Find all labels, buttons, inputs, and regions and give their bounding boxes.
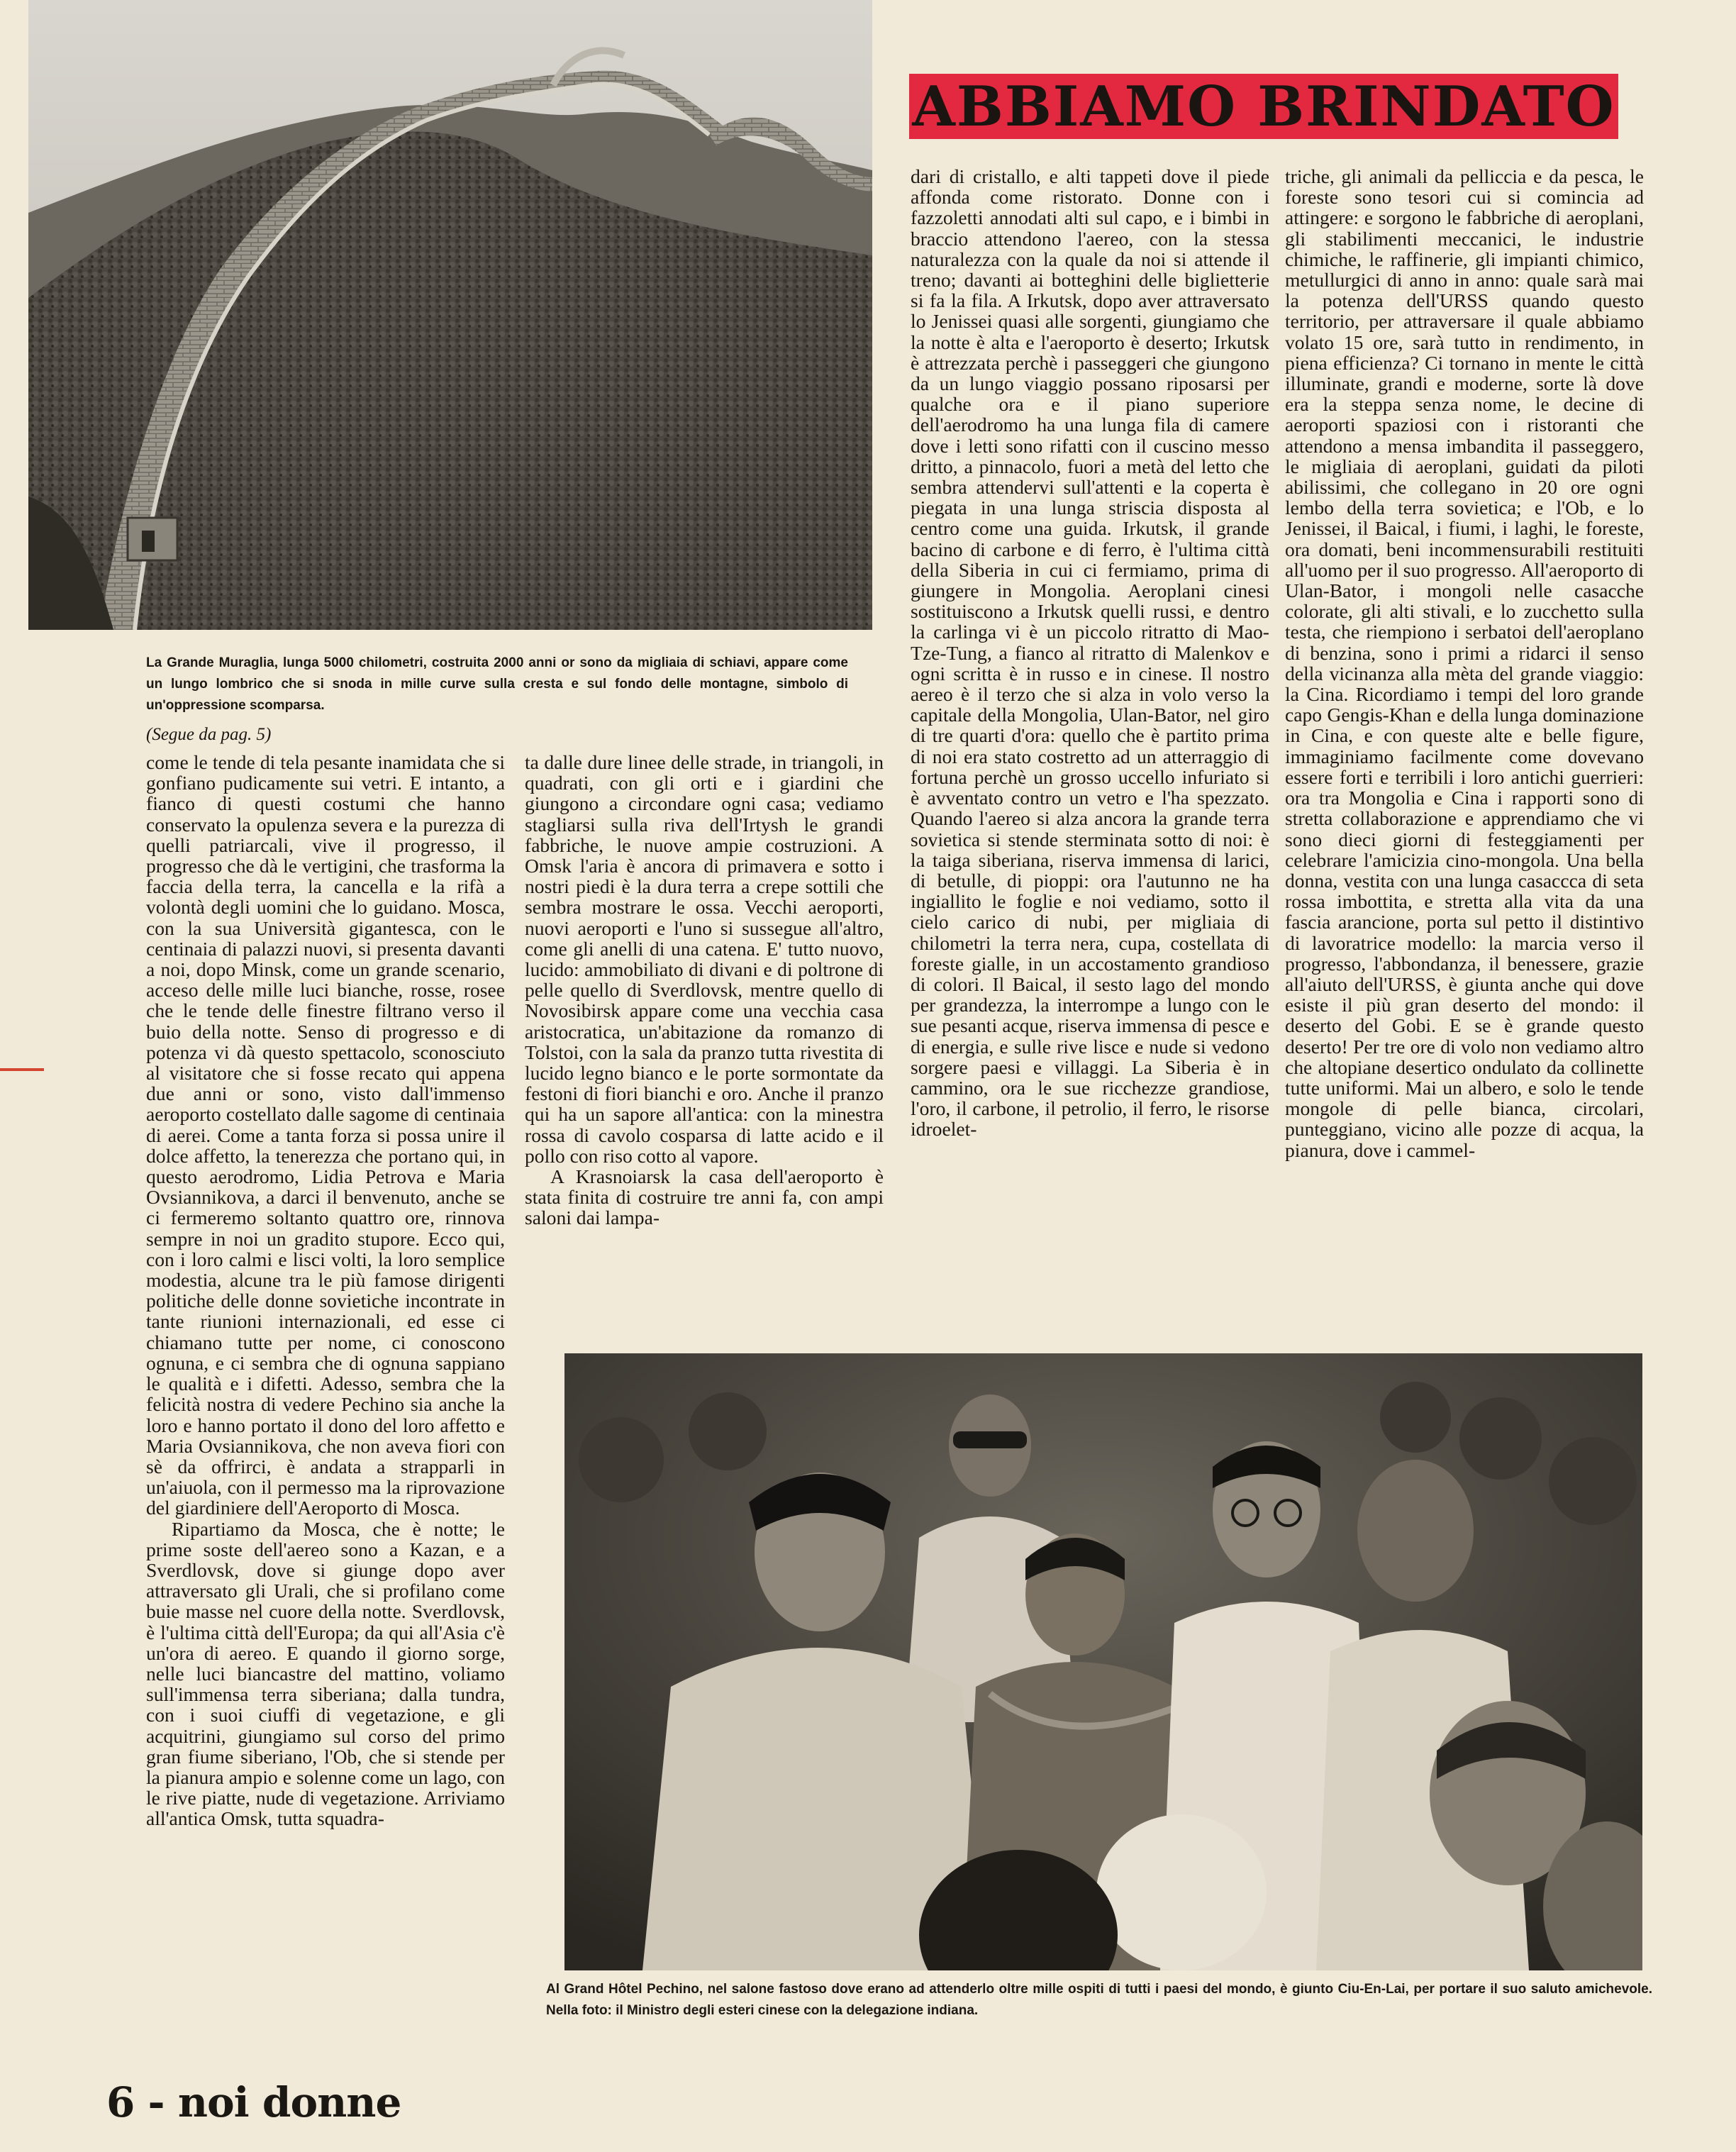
continued-from-note: (Segue da pag. 5) [146, 725, 272, 744]
great-wall-caption: La Grande Muraglia, lunga 5000 chilometri, costruita 2000 anni or sono da migliaia di schiavi, appare come un lungo lombrico che si snoda in mille curve sulla cresta e sul fondo delle montagne, simbolo di un'oppressione scomparsa. [146, 655, 848, 713]
article-column-4 [1285, 166, 1644, 1343]
paragraph: dari di cristallo, e alti tappeti dove il piede affonda come ristorato. Donne con i fazzoletti annodati alti sul capo, e i bimbi in braccio attendono l'aereo, con la stessa naturalezza con la quale da noi si attende il treno; davanti ai botteghini delle biglietterie si fa la fila. A Irkutsk, dopo aver attraversato lo Jenissei quasi alle sorgenti, giungiamo che la notte è alta e l'aeroporto è deserto; Irkutsk è attrezzata perchè i passeggeri che giungono da un lungo viaggio possano riposarsi per qualche ora e il piano superiore dell'aerodromo ha una lunga fila di camere dove i letti sono rifatti con il cuscino messo dritto, a pinnacolo, fuori a metà del letto che sembra attendervi sull'attenti e la coperta è piegata in una lunga striscia disposta al centro come una guida. Irkutsk, il grande bacino di carbone e di ferro, è l'ultima città della Siberia in cui ci fermiamo, prima di giungere in Mongolia. Aeroplani cinesi sostituiscono a Irkutsk quelli russi, e dentro la carlinga vi è un piccolo ritratto di Mao-Tze-Tung, a fianco al ritratto di Malenkov e ogni scritta è in russo e in cinese. Il nostro aereo è il terzo che si alza in volo verso la capitale della Mongolia, Ulan-Bator, nel giro di tre quarti d'ora: quello che è partito prima di noi era stato costretto ad un atterraggio di fortuna perchè un grosso uccello infuriato si è avventato contro un vetro e l'ha spezzato. Quando l'aereo si alza ancora la grande terra sovietica si stende sterminata sotto di noi: è la taiga siberiana, riserva immensa di larici, di betulle, di pioppi: ora l'autunno ne ha ingiallito le foglie e noi vediamo, sotto il cielo carico di nubi, per migliaia di chilometri la terra nera, cupa, costellata di foreste gialle, in un accostamento grandioso di colori. Il Baical, il sesto lago del mondo per grandezza, la interrompe a lungo con le sue pesanti acque, riserva immensa di pesce e di energia, e sulle rive lisce e nude si vedono sorgere paesi e villaggi. La Siberia è in cammino, ora le sue ricchezze grandiose, l'oro, il carbone, il petrolio, il ferro, le risorse idroelet- [911, 166, 1269, 1141]
great-wall-photo [28, 0, 872, 630]
paragraph: ta dalle dure linee delle strade, in triangoli, in quadrati, con gli orti e i giardini che giungono a circondare ogni casa; vediamo stagliarsi sulla riva dell'Irtysh le grandi fabbriche, le nuove ampie costruzioni. A Omsk l'aria è ancora di primavera e sotto i nostri piedi è la dura terra a crepe sottili che sembra mostrare le ossa. Vecchi aeroporti, nuovi aeroporti e l'uno si sussegue all'altro, come gli anelli di una catena. E' tutto nuovo, lucido: ammobiliato di divani e di poltrone di pelle quello di Sverdlovsk, mentre quello di Novosibirsk appare come una vecchia casa aristocratica, un'abitazione da romanzo di Tolstoi, con la sala da pranzo tutta rivestita di lucido legno bianco e le porte sormontate da festoni di fiori bianchi e oro. Anche il pranzo qui ha un sapore all'antica: con la minestra rossa di cavolo cosparsa di latte acido e il pollo con riso cotto al vapore. [525, 752, 884, 1167]
article-column-2 [525, 752, 884, 1345]
paragraph: come le tende di tela pesante inamidata che si gonfiano pudicamente sui vetri. E intanto, a fianco di questi costumi che hanno conservato la opulenza severa e la purezza di quelli patriarcali, vive il progresso, il progresso che dà le vertigini, che trasforma la faccia della terra, la cancella e la rifà a volontà degli uomini che lo guidano. Mosca, con la sua Università gigantesca, con le centinaia di palazzi nuovi, si presenta davanti a noi, dopo Minsk, come un grande scenario, acceso delle mille luci bianche, rosse, rosee che le tende delle finestre filtrano verso il buio della notte. Senso di progresso e di potenza vi dà questo spettacolo, sconosciuto al visitatore che si fosse recato qui appena due anni or sono, visto dall'immenso aeroporto costellato dalle sagome di centinaia di aerei. Come a tanta forza si possa unire il dolce affetto, la tenerezza che portano qui, in questo aerodromo, Lidia Petrova e Maria Ovsiannikova, a darci il benvenuto, anche se ci fermeremo soltanto quattro ore, rinnova sempre in noi un gradito stupore. Ecco qui, con i loro calmi e lisci volti, la loro semplice modestia, alcune tra le più famose dirigenti politiche delle donne sovietiche incontrate in tante riunioni internazionali, ed esse ci chiamano tutte per nome, ci conoscono ognuna, e ci sembra che di ognuna sappiano le qualità e i difetti. Adesso, sembra che la felicità nostra di vedere Pechino sia anche la loro e hanno portato il dono del loro affetto e Maria Ovsiannikova, che non aveva fiori con sè da offrirci, è andata a strapparli in un'aiuola, con il permesso ma la riprovazione del giardiniere dell'Aeroporto di Mosca. [146, 752, 505, 1519]
article-column-1 [146, 752, 505, 2023]
paragraph: triche, gli animali da pelliccia e da pesca, le foreste sono tesori cui si comincia ad attingere: e sorgono le fabbriche di aeroplani, gli stabilimenti meccanici, le industrie chimiche, le raffinerie, gli impianti chimico, metullurgici di anno in anno: quale sarà mai la potenza dell'URSS quando questo territorio, per attraversare il quale abbiamo volato 15 ore, sarà tutto in rendimento, in piena efficienza? Ci tornano in mente le città illuminate, grandi e moderne, sorte là dove era la steppa senza nome, le decine di aeroporti spaziosi con i ristoranti che attendono a mensa imbandita il passeggero, le migliaia di aeroplani, guidati da piloti abilissimi, che collegano in 20 ore ogni lembo della terra sovietica; e l'Ob, e lo Jenissei, il Baical, i fiumi, i laghi, le foreste, ora domati, beni incommensurabili restituiti all'uomo per il suo progresso. All'aeroporto di Ulan-Bator, i mongoli nelle casacche colorate, gli alti stivali, e lo zucchetto sulla testa, che riempiono i serbatoi dell'aeroplano di benzina, sono i primi a ridarci il senso della vicinanza alla mèta del grande viaggio: la Cina. Ricordiamo i tempi del loro grande capo Gengis-Khan e della lunga dominazione in Cina, e con queste alte e belle figure, immaginiamo facilmente come dovevano essere forti e terribili i loro antichi guerrieri: ora tra Mongolia e Cina i rapporti sono di stretta collaborazione e apprendiamo che vi sono dieci giorni di festeggiamenti per celebrare l'amicizia cino-mongola. Una bella donna, vestita con una lunga casaccca di seta rossa imbottita, e stretta alla vita da una fascia arancione, porta sul petto il distintivo di lavoratrice modello: la marcia verso il progresso, l'abbondanza, il benessere, grazie all'aiuto dell'URSS, è giunta anche qui dove esiste il più gran deserto del mondo: il deserto del Gobi. E se è grande questo deserto! Per tre ore di volo non vediamo altro che altopiane desertico ondulato da collinette tutte uniformi. Mai un albero, e solo le tende mongole di pelle bianca, circolari, punteggiano, vicino alle pozze di acqua, la pianura, dove i cammel- [1285, 166, 1644, 1161]
headline-banner [909, 74, 1618, 139]
delegation-caption: Al Grand Hôtel Pechino, nel salone fastoso dove erano ad attenderlo oltre mille ospiti di tutti i paesi del mondo, è giunto Ciu-En-Lai, per portare il suo saluto amichevole. Nella foto: il Ministro degli esteri cinese con la delegazione indiana. [546, 1982, 1652, 2018]
paragraph: Ripartiamo da Mosca, che è notte; le prime soste dell'aereo sono a Kazan, e a Sverdlovsk, dove si giunge dopo aver attraversato gli Urali, che si profilano come buie masse nel cuore della notte. Sverdlovsk, è l'ultima città dell'Europa; da qui all'Asia c'è un'ora di aereo. E quando il giorno sorge, nelle luci biancastre del mattino, voliamo sull'immensa terra siberiana; dalla tundra, con i suoi ciuffi di vegetazione, e gli acquitrini, giungiamo sul corso del primo gran fiume siberiano, l'Ob, che si stende per la pianura ampio e solenne come un lago, con le rive piatte, nude di vegetazione. Arriviamo all'antica Omsk, tutta squadra- [146, 1517, 505, 1830]
paragraph: A Krasnoiarsk la casa dell'aeroporto è stata finita di costruire tre anni fa, con ampi saloni dai lampa- [525, 1165, 884, 1229]
delegation-photo [564, 1353, 1642, 1970]
page-footer: 6 - noi donne [106, 2078, 401, 2126]
margin-mark [0, 1068, 44, 1071]
headline-title: ABBIAMO BRINDATO [912, 74, 1615, 139]
article-column-3 [911, 166, 1269, 1343]
